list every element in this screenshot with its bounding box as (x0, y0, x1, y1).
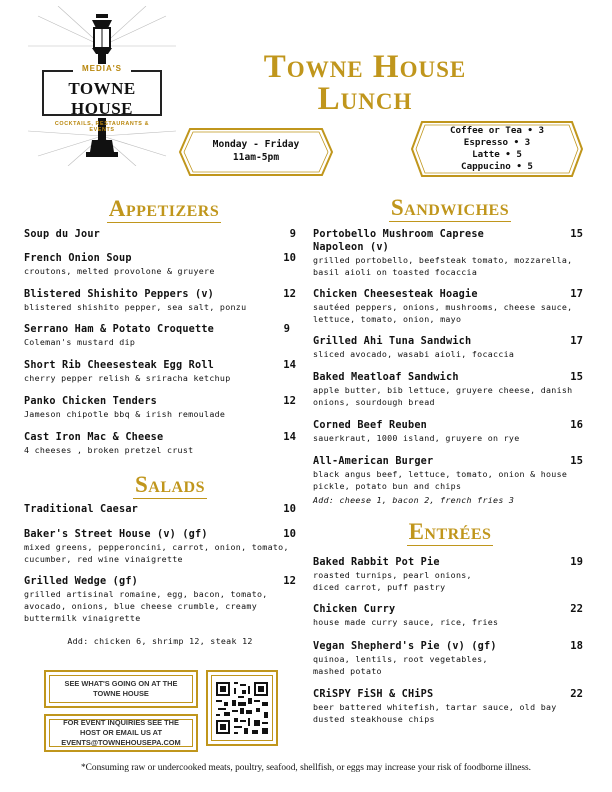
item-price: 17 (570, 288, 583, 300)
item-price: 12 (283, 288, 296, 300)
menu-item (313, 228, 583, 278)
logo (28, 6, 176, 166)
event-inquiries-text: FOR EVENT INQUIRIES SEE THE HOST OR EMAIL US AT EVENTS@TOWNEHOUSEPA.COM (49, 719, 193, 747)
menu-item (313, 335, 583, 360)
item-description: Jameson chipotle bbq & irish remoulade (24, 409, 226, 419)
coffee-box (410, 120, 584, 178)
item-name: French Onion Soup (24, 253, 132, 264)
item-price: 19 (570, 556, 583, 568)
item-name: Grilled Wedge (gf) (24, 576, 139, 587)
item-description: sautéed peppers, onions, mushrooms, cheese sauce, lettuce, tomato, onion, mayo (313, 302, 573, 324)
item-description: black angus beef, lettuce, tomato, onion & house pickle, potato bun and chips (313, 469, 568, 491)
hours-box (178, 127, 334, 177)
item-description: mixed greens, pepperoncini, carrot, onion, tomato, cucumber, red wine vinaigrette (24, 542, 289, 564)
item-price: 12 (283, 395, 296, 407)
menu-item (313, 371, 583, 408)
logo-name: TOWNE HOUSE (68, 79, 136, 118)
item-price: 17 (570, 335, 583, 347)
item-description: apple butter, bib lettuce, gruyere cheese, danish onions, sourdough bread (313, 385, 573, 407)
item-price: 15 (570, 371, 583, 383)
disclaimer: *Consuming raw or undercooked meats, poultry, seafood, shellfish, or eggs may increase your risk of foodborne illness. (80, 763, 532, 773)
coffee-item: Latte • 5 (472, 149, 522, 160)
menu-item (24, 323, 296, 348)
item-price: 14 (283, 359, 296, 371)
item-description: beer battered whitefish, tartar sauce, old bay dusted steakhouse chips (313, 702, 557, 724)
menu-item (24, 228, 296, 241)
menu-item (24, 503, 296, 516)
menu-item (313, 688, 583, 725)
page-title (212, 51, 518, 115)
title-line-1: Towne House (263, 49, 467, 85)
hours-days: Monday - Friday (212, 139, 300, 150)
menu-item (24, 431, 296, 456)
item-name: Serrano Ham & Potato Croquette (24, 324, 215, 335)
coffee-item: Coffee or Tea • 3 (449, 125, 545, 136)
item-price: 10 (283, 503, 296, 515)
menu-item (313, 288, 583, 325)
menu-item (24, 288, 296, 313)
entrees-heading: Entrées (408, 519, 492, 544)
item-price: 22 (570, 688, 583, 700)
item-name: Baked Meatloaf Sandwich (313, 372, 459, 383)
menu-item (24, 252, 296, 277)
item-description: grilled portobello, beefsteak tomato, mozzarella, basil aioli on toasted focaccia (313, 255, 573, 277)
item-name: Baked Rabbit Pot Pie (313, 557, 440, 568)
item-description: blistered shishito pepper, sea salt, ponzu (24, 302, 247, 312)
menu-item (24, 528, 296, 565)
menu-item (24, 359, 296, 384)
item-price: 9 (289, 228, 296, 240)
item-price: 10 (283, 528, 296, 540)
item-price: 10 (283, 252, 296, 264)
item-description: sauerkraut, 1000 island, gruyere on rye (313, 433, 520, 443)
sandwich-addons: Add: cheese 1, bacon 2, french fries 3 (313, 495, 515, 505)
item-name: Blistered Shishito Peppers (v) (24, 289, 215, 300)
item-description: 4 cheeses , broken pretzel crust (24, 445, 194, 455)
appetizers-heading: Appetizers (108, 196, 220, 221)
menu-item (313, 640, 583, 677)
item-name: Baker's Street House (v) (gf) (24, 529, 208, 540)
menu-item (313, 455, 583, 492)
whats-going-on-text: SEE WHAT'S GOING ON AT THE TOWNE HOUSE (49, 675, 193, 703)
item-description: grilled artisinal romaine, egg, bacon, tomato, avocado, onions, blue cheese crumble, creamy buttermilk vinaigrette (24, 589, 268, 623)
menu-item (313, 556, 583, 593)
item-price: 14 (283, 431, 296, 443)
title-line-2: Lunch (317, 81, 413, 117)
item-name: Vegan Shepherd's Pie (v) (gf) (313, 641, 497, 652)
menu-item (313, 603, 583, 628)
item-price: 15 (570, 455, 583, 467)
logo-top-text: MEDIA'S (73, 64, 131, 73)
item-price: 15 (570, 228, 583, 240)
salads-heading: Salads (134, 472, 206, 497)
logo-subtitle: COCKTAILS, RESTAURANTS & EVENTS (54, 121, 150, 133)
item-description: sliced avocado, wasabi aioli, focaccia (313, 349, 515, 359)
item-description: Coleman's mustard dip (24, 337, 136, 347)
item-description: roasted turnips, pearl onions, diced carrot, puff pastry (313, 570, 472, 592)
menu-item (24, 395, 296, 420)
menu-item (313, 419, 583, 444)
menu-item (24, 575, 296, 624)
item-description: quinoa, lentils, root vegetables, mashed potato (313, 654, 488, 676)
item-price: 16 (570, 419, 583, 431)
item-price: 22 (570, 603, 583, 615)
item-price: 12 (283, 575, 296, 587)
item-name: Corned Beef Reuben (313, 420, 428, 431)
item-name: Cast Iron Mac & Cheese (24, 432, 164, 443)
item-name: Chicken Curry (313, 604, 396, 615)
logo-sign (42, 64, 162, 133)
salad-addons: Add: chicken 6, shrimp 12, steak 12 (67, 636, 253, 646)
item-name: Grilled Ahi Tuna Sandwich (313, 336, 472, 347)
item-name: Portobello Mushroom Caprese Napoleon (v) (313, 229, 485, 253)
qr-code-box[interactable] (206, 670, 278, 746)
sandwiches-heading: Sandwiches (390, 195, 510, 220)
item-name: All-American Burger (313, 456, 434, 467)
hours-time: 11am-5pm (232, 152, 280, 163)
whats-going-on-box (44, 670, 198, 708)
coffee-item: Espresso • 3 (463, 137, 531, 148)
event-inquiries-box (44, 714, 198, 752)
item-name: Short Rib Cheesesteak Egg Roll (24, 360, 215, 371)
item-description: croutons, melted provolone & gruyere (24, 266, 215, 276)
item-price: 18 (570, 640, 583, 652)
item-name: Chicken Cheesesteak Hoagie (313, 289, 478, 300)
item-price: 9 (283, 323, 290, 335)
coffee-item: Cappucino • 5 (461, 161, 533, 172)
item-name: Panko Chicken Tenders (24, 396, 158, 407)
item-name: Traditional Caesar (24, 504, 139, 515)
item-name: Soup du Jour (24, 229, 101, 240)
item-name: CRiSPY FiSH & CHiPS (313, 689, 434, 700)
qr-code-icon[interactable] (214, 680, 270, 736)
item-description: cherry pepper relish & sriracha ketchup (24, 373, 231, 383)
item-description: house made curry sauce, rice, fries (313, 617, 499, 627)
